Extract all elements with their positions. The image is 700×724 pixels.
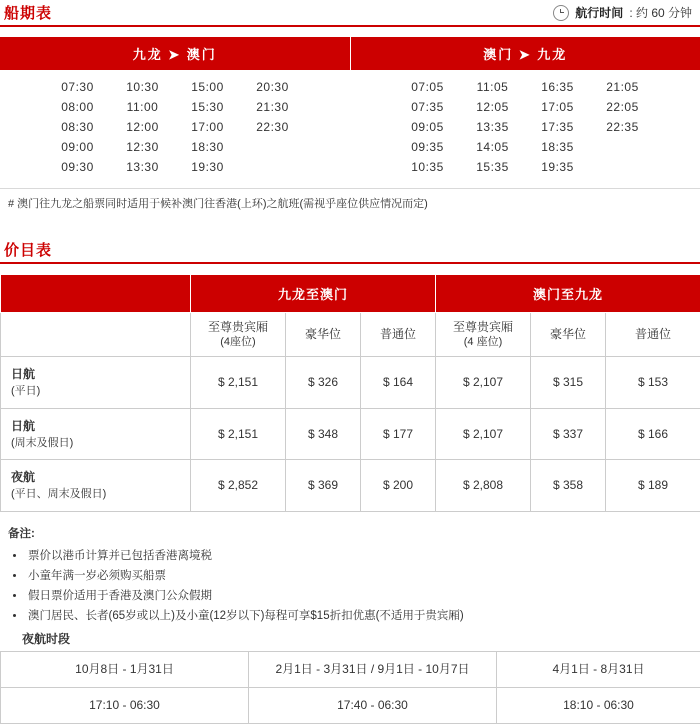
fare-row-day-weekday bbox=[1, 357, 700, 409]
heading-underline bbox=[0, 25, 700, 27]
fare-row-label bbox=[1, 408, 191, 460]
time-item: 08:30 bbox=[61, 120, 94, 134]
subheader-line1: 至尊贵宾厢 bbox=[438, 319, 528, 335]
time-item: 18:35 bbox=[541, 140, 574, 154]
fare-heading-text: 价目表 bbox=[4, 242, 52, 259]
time-item: 08:00 bbox=[61, 100, 94, 114]
fare-price: $ 348 bbox=[286, 408, 361, 460]
fare-price: $ 326 bbox=[286, 357, 361, 409]
fare-section-heading bbox=[0, 239, 700, 264]
fare-subheader-vip-mk bbox=[436, 313, 531, 357]
fare-row-night bbox=[1, 460, 700, 512]
schedule-table-body-row bbox=[0, 70, 700, 188]
fare-price: $ 189 bbox=[606, 460, 700, 512]
time-item: 07:05 bbox=[411, 80, 444, 94]
time-item: 07:30 bbox=[61, 80, 94, 94]
fare-price: $ 2,107 bbox=[436, 408, 531, 460]
fare-price: $ 337 bbox=[531, 408, 606, 460]
fare-price: $ 2,151 bbox=[191, 357, 286, 409]
time-item: 15:00 bbox=[191, 80, 224, 94]
fare-price: $ 2,808 bbox=[436, 460, 531, 512]
fare-group-macau-to-kowloon: 澳门至九龙 bbox=[436, 275, 700, 313]
fare-row-label-main: 日航 bbox=[11, 419, 35, 433]
time-item: 15:35 bbox=[476, 160, 509, 174]
time-item: 09:30 bbox=[61, 160, 94, 174]
times-grid-macau-kowloon bbox=[395, 80, 655, 174]
time-item: 22:35 bbox=[606, 120, 639, 134]
time-item: 17:05 bbox=[541, 100, 574, 114]
night-period: 4月1日 - 8月31日 bbox=[497, 652, 700, 688]
schedule-footnote: # 澳门往九龙之船票同时适用于候补澳门往香港(上环)之航班(需视乎座位供应情况而定) bbox=[0, 188, 700, 211]
time-item: 09:00 bbox=[61, 140, 94, 154]
fare-subheader-economy-mk: 普通位 bbox=[606, 313, 700, 357]
subheader-line2: (4 座位) bbox=[438, 335, 528, 350]
fare-subheader-economy-km: 普通位 bbox=[361, 313, 436, 357]
night-schedule-title: 夜航时段 bbox=[0, 630, 700, 647]
night-period: 10月8日 - 1月31日 bbox=[1, 652, 249, 688]
time-item: 10:35 bbox=[411, 160, 444, 174]
schedule-cell-kowloon-macau bbox=[0, 70, 350, 188]
time-item: 11:00 bbox=[127, 100, 159, 114]
time-item: 09:05 bbox=[411, 120, 444, 134]
night-hours: 18:10 - 06:30 bbox=[497, 687, 700, 723]
duration-value: : 约 60 分钟 bbox=[629, 4, 692, 21]
fare-price: $ 358 bbox=[531, 460, 606, 512]
time-item: 15:30 bbox=[191, 100, 224, 114]
fare-section bbox=[0, 239, 700, 512]
fare-subheader-deluxe-km: 豪华位 bbox=[286, 313, 361, 357]
fare-corner-cell bbox=[1, 275, 191, 313]
fare-row-label-sub: (平日) bbox=[11, 383, 180, 400]
schedule-table-header-row bbox=[0, 37, 700, 70]
time-item: 19:35 bbox=[541, 160, 574, 174]
subheader-line2: (4座位) bbox=[193, 335, 283, 350]
time-item: 22:05 bbox=[606, 100, 639, 114]
night-schedule-table bbox=[0, 651, 700, 724]
remarks-list bbox=[8, 546, 700, 627]
clock-icon bbox=[553, 5, 569, 21]
fare-price: $ 2,107 bbox=[436, 357, 531, 409]
fare-row-label-main: 夜航 bbox=[11, 470, 35, 484]
schedule-table bbox=[0, 37, 700, 188]
fare-price: $ 2,852 bbox=[191, 460, 286, 512]
time-item: 13:35 bbox=[476, 120, 509, 134]
fare-price: $ 166 bbox=[606, 408, 700, 460]
duration-label: 航行时间 bbox=[575, 4, 623, 21]
night-periods-row bbox=[1, 652, 700, 688]
fare-group-header-row bbox=[1, 275, 700, 313]
time-item: 09:35 bbox=[411, 140, 444, 154]
time-item: 14:05 bbox=[476, 140, 509, 154]
time-item: 16:35 bbox=[541, 80, 574, 94]
fare-row-label bbox=[1, 460, 191, 512]
time-item: 21:30 bbox=[256, 100, 289, 114]
schedule-cell-macau-kowloon bbox=[350, 70, 700, 188]
time-item: 22:30 bbox=[256, 120, 289, 134]
remarks-section bbox=[0, 524, 700, 627]
night-period: 2月1日 - 3月31日 / 9月1日 - 10月7日 bbox=[249, 652, 497, 688]
night-hours: 17:10 - 06:30 bbox=[1, 687, 249, 723]
fare-price: $ 164 bbox=[361, 357, 436, 409]
time-item: 10:30 bbox=[126, 80, 159, 94]
fare-row-label-sub: (平日、周末及假日) bbox=[11, 486, 180, 503]
remark-item: • 小童年满一岁必须购买船票 bbox=[26, 566, 700, 586]
night-hours: 17:40 - 06:30 bbox=[249, 687, 497, 723]
subheader-line1: 至尊贵宾厢 bbox=[193, 319, 283, 335]
fare-sub-header-row bbox=[1, 313, 700, 357]
fare-row-label bbox=[1, 357, 191, 409]
time-item: 11:05 bbox=[477, 80, 509, 94]
fare-price: $ 2,151 bbox=[191, 408, 286, 460]
fare-row-label-main: 日航 bbox=[11, 367, 35, 381]
remark-item: • 票价以港币计算并已包括香港离境税 bbox=[26, 546, 700, 566]
fare-row-day-holiday bbox=[1, 408, 700, 460]
time-item: 21:05 bbox=[606, 80, 639, 94]
fare-table bbox=[0, 274, 700, 512]
time-item: 07:35 bbox=[411, 100, 444, 114]
sailing-duration bbox=[553, 2, 700, 21]
fare-subheader-vip-km bbox=[191, 313, 286, 357]
schedule-col-header-kowloon-macau: 九龙 ➤ 澳门 bbox=[0, 37, 350, 70]
time-item: 18:30 bbox=[191, 140, 224, 154]
fare-price: $ 369 bbox=[286, 460, 361, 512]
time-item: 17:00 bbox=[191, 120, 224, 134]
time-item: 13:30 bbox=[126, 160, 159, 174]
fare-price: $ 153 bbox=[606, 357, 700, 409]
remark-item: • 假日票价适用于香港及澳门公众假期 bbox=[26, 586, 700, 606]
remark-item: • 澳门居民、长者(65岁或以上)及小童(12岁以下)每程可享$15折扣优惠(不适用于贵宾厢) bbox=[26, 606, 700, 626]
fare-price: $ 315 bbox=[531, 357, 606, 409]
times-grid-kowloon-macau bbox=[45, 80, 305, 174]
time-item: 12:30 bbox=[126, 140, 159, 154]
fare-group-kowloon-to-macau: 九龙至澳门 bbox=[191, 275, 436, 313]
time-item: 19:30 bbox=[191, 160, 224, 174]
remarks-title: 备注: bbox=[8, 524, 700, 544]
fare-price: $ 177 bbox=[361, 408, 436, 460]
schedule-header-row bbox=[0, 0, 700, 27]
fare-price: $ 200 bbox=[361, 460, 436, 512]
time-item: 12:00 bbox=[126, 120, 159, 134]
schedule-heading-text: 船期表 bbox=[4, 5, 52, 22]
time-item: 20:30 bbox=[256, 80, 289, 94]
schedule-col-header-macau-kowloon: 澳门 ➤ 九龙 bbox=[350, 37, 700, 70]
night-hours-row bbox=[1, 687, 700, 723]
fare-row-label-sub: (周末及假日) bbox=[11, 435, 180, 452]
fare-subheader-blank bbox=[1, 313, 191, 357]
time-item: 17:35 bbox=[541, 120, 574, 134]
fare-subheader-deluxe-mk: 豪华位 bbox=[531, 313, 606, 357]
heading-underline bbox=[0, 262, 700, 264]
schedule-section-heading bbox=[0, 2, 104, 27]
time-item: 12:05 bbox=[476, 100, 509, 114]
